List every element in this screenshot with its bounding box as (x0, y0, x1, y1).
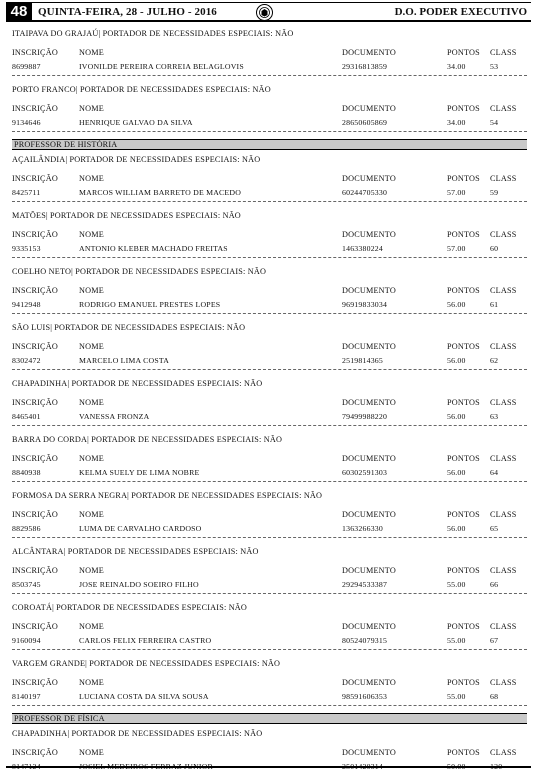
location-title: MATÕES| PORTADOR DE NECESSIDADES ESPECIAIS: NÃO (12, 211, 241, 220)
pontos-value: 56.00 (447, 356, 466, 365)
class-value: 60 (490, 244, 499, 253)
column-header-row (12, 230, 527, 241)
col-nome: NOME (79, 230, 104, 239)
inscricao-value: 8140197 (12, 692, 41, 701)
candidate-entry (12, 489, 527, 545)
col-pontos: PONTOS (447, 566, 480, 575)
documento-value: 29294533387 (342, 580, 388, 589)
documento-value: 60244705330 (342, 188, 388, 197)
column-header-row (12, 622, 527, 633)
nome-value: MARCOS WILLIAM BARRETO DE MACEDO (79, 188, 242, 197)
documento-value: 96919833034 (342, 300, 388, 309)
nome-value: HENRIQUE GALVAO DA SILVA (79, 118, 193, 127)
nome-value: VANESSA FRONZA (79, 412, 150, 421)
col-documento: DOCUMENTO (342, 174, 396, 183)
col-pontos: PONTOS (447, 748, 480, 757)
inscricao-value: 9335153 (12, 244, 41, 253)
col-pontos: PONTOS (447, 622, 480, 631)
page-header (6, 2, 531, 22)
table-row (12, 468, 527, 479)
col-pontos: PONTOS (447, 454, 480, 463)
col-inscricao: INSCRIÇÃO (12, 48, 58, 57)
class-value: 120 (490, 762, 503, 771)
nome-value: MARCELO LIMA COSTA (79, 356, 170, 365)
col-pontos: PONTOS (447, 286, 480, 295)
pontos-value: 55.00 (447, 692, 466, 701)
dashed-divider (12, 75, 527, 76)
nome-value: KELMA SUELY DE LIMA NOBRE (79, 468, 200, 477)
col-inscricao: INSCRIÇÃO (12, 566, 58, 575)
location-title: SÃO LUIS| PORTADOR DE NECESSIDADES ESPECIAIS: NÃO (12, 323, 246, 332)
col-inscricao: INSCRIÇÃO (12, 398, 58, 407)
column-header-row (12, 748, 527, 759)
inscricao-value: 8829586 (12, 524, 41, 533)
col-nome: NOME (79, 286, 104, 295)
col-pontos: PONTOS (447, 48, 480, 57)
documento-value: 2501420314 (342, 762, 383, 771)
col-documento: DOCUMENTO (342, 510, 396, 519)
pontos-value: 56.00 (447, 300, 466, 309)
col-documento: DOCUMENTO (342, 566, 396, 575)
location-title: COROATÁ| PORTADOR DE NECESSIDADES ESPECIAIS: NÃO (12, 603, 248, 612)
dashed-divider (12, 131, 527, 132)
pontos-value: 34.00 (447, 62, 466, 71)
col-class: CLASS (490, 566, 517, 575)
col-pontos: PONTOS (447, 510, 480, 519)
documento-value: 60302591303 (342, 468, 388, 477)
col-nome: NOME (79, 748, 104, 757)
col-nome: NOME (79, 510, 104, 519)
inscricao-value: 8503745 (12, 580, 41, 589)
column-header-row (12, 510, 527, 521)
col-inscricao: INSCRIÇÃO (12, 230, 58, 239)
col-inscricao: INSCRIÇÃO (12, 286, 58, 295)
inscricao-value: 9134646 (12, 118, 41, 127)
col-documento: DOCUMENTO (342, 622, 396, 631)
col-nome: NOME (79, 174, 104, 183)
pontos-value: 57.00 (447, 188, 466, 197)
location-title: BARRA DO CORDA| PORTADOR DE NECESSIDADES ESPECIAIS: NÃO (12, 435, 283, 444)
location-title: FORMOSA DA SERRA NEGRA| PORTADOR DE NECESSIDADES ESPECIAIS: NÃO (12, 491, 323, 500)
page-number: 48 (6, 3, 32, 21)
issue-date: QUINTA-FEIRA, 28 - JULHO - 2016 (38, 5, 217, 18)
col-inscricao: INSCRIÇÃO (12, 454, 58, 463)
class-value: 54 (490, 118, 499, 127)
pontos-value: 55.00 (447, 636, 466, 645)
col-inscricao: INSCRIÇÃO (12, 510, 58, 519)
col-class: CLASS (490, 230, 517, 239)
col-inscricao: INSCRIÇÃO (12, 104, 58, 113)
location-title: CHAPADINHA| PORTADOR DE NECESSIDADES ESPECIAIS: NÃO (12, 379, 263, 388)
table-row (12, 244, 527, 255)
col-pontos: PONTOS (447, 342, 480, 351)
table-row (12, 692, 527, 703)
section-heading: PROFESSOR DE HISTÓRIA (12, 139, 527, 150)
nome-value: IVONILDE PEREIRA CORREIA BELAGLOVIS (79, 62, 244, 71)
inscricao-value: 9160094 (12, 636, 41, 645)
dashed-divider (12, 369, 527, 370)
dashed-divider (12, 593, 527, 594)
candidate-entry (12, 265, 527, 321)
location-title: VARGEM GRANDE| PORTADOR DE NECESSIDADES ESPECIAIS: NÃO (12, 659, 281, 668)
nome-value: RODRIGO EMANUEL PRESTES LOPES (79, 300, 221, 309)
col-inscricao: INSCRIÇÃO (12, 678, 58, 687)
col-nome: NOME (79, 342, 104, 351)
documento-value: 1463380224 (342, 244, 383, 253)
table-row (12, 118, 527, 129)
nome-value: LUCIANA COSTA DA SILVA SOUSA (79, 692, 209, 701)
inscricao-value: 8147124 (12, 762, 41, 771)
documento-value: 1363266330 (342, 524, 383, 533)
col-nome: NOME (79, 454, 104, 463)
table-row (12, 412, 527, 423)
location-title: CHAPADINHA| PORTADOR DE NECESSIDADES ESPECIAIS: NÃO (12, 729, 263, 738)
table-row (12, 524, 527, 535)
col-nome: NOME (79, 566, 104, 575)
col-class: CLASS (490, 748, 517, 757)
column-header-row (12, 566, 527, 577)
dashed-divider (12, 537, 527, 538)
class-value: 66 (490, 580, 499, 589)
col-nome: NOME (79, 678, 104, 687)
candidate-entry (12, 433, 527, 489)
table-row (12, 300, 527, 311)
col-class: CLASS (490, 174, 517, 183)
col-pontos: PONTOS (447, 678, 480, 687)
pontos-value: 34.00 (447, 118, 466, 127)
candidate-entry (12, 377, 527, 433)
nome-value: JOSE REINALDO SOEIRO FILHO (79, 580, 199, 589)
inscricao-value: 8840938 (12, 468, 41, 477)
col-pontos: PONTOS (447, 398, 480, 407)
col-inscricao: INSCRIÇÃO (12, 748, 58, 757)
candidate-entry (12, 153, 527, 209)
col-documento: DOCUMENTO (342, 678, 396, 687)
pontos-value: 57.00 (447, 244, 466, 253)
inscricao-value: 8302472 (12, 356, 41, 365)
documento-value: 2519814365 (342, 356, 383, 365)
col-documento: DOCUMENTO (342, 454, 396, 463)
results-list (12, 27, 527, 775)
candidate-entry (12, 83, 527, 139)
documento-value: 80524079315 (342, 636, 388, 645)
class-value: 68 (490, 692, 499, 701)
pontos-value: 50.00 (447, 762, 466, 771)
col-class: CLASS (490, 622, 517, 631)
candidate-entry (12, 545, 527, 601)
footer-rule (6, 766, 531, 768)
location-title: PORTO FRANCO| PORTADOR DE NECESSIDADES ESPECIAIS: NÃO (12, 85, 271, 94)
pontos-value: 56.00 (447, 468, 466, 477)
col-inscricao: INSCRIÇÃO (12, 174, 58, 183)
column-header-row (12, 48, 527, 59)
dashed-divider (12, 313, 527, 314)
col-nome: NOME (79, 622, 104, 631)
dashed-divider (12, 705, 527, 706)
location-title: COELHO NETO| PORTADOR DE NECESSIDADES ESPECIAIS: NÃO (12, 267, 267, 276)
column-header-row (12, 104, 527, 115)
pontos-value: 56.00 (447, 412, 466, 421)
location-title: ITAIPAVA DO GRAJAÚ| PORTADOR DE NECESSIDADES ESPECIAIS: NÃO (12, 29, 294, 38)
documento-value: 98591606353 (342, 692, 388, 701)
dashed-divider (12, 201, 527, 202)
col-inscricao: INSCRIÇÃO (12, 342, 58, 351)
candidate-entry (12, 601, 527, 657)
inscricao-value: 8699887 (12, 62, 41, 71)
class-value: 67 (490, 636, 499, 645)
inscricao-value: 9412948 (12, 300, 41, 309)
col-inscricao: INSCRIÇÃO (12, 622, 58, 631)
candidate-entry (12, 657, 527, 713)
documento-value: 29316813859 (342, 62, 388, 71)
dashed-divider (12, 481, 527, 482)
column-header-row (12, 174, 527, 185)
col-class: CLASS (490, 454, 517, 463)
col-documento: DOCUMENTO (342, 398, 396, 407)
nome-value: LUMA DE CARVALHO CARDOSO (79, 524, 202, 533)
class-value: 61 (490, 300, 499, 309)
col-class: CLASS (490, 678, 517, 687)
col-pontos: PONTOS (447, 230, 480, 239)
col-documento: DOCUMENTO (342, 104, 396, 113)
col-documento: DOCUMENTO (342, 230, 396, 239)
col-nome: NOME (79, 48, 104, 57)
class-value: 63 (490, 412, 499, 421)
table-row (12, 636, 527, 647)
col-nome: NOME (79, 104, 104, 113)
col-class: CLASS (490, 342, 517, 351)
pontos-value: 55.00 (447, 580, 466, 589)
column-header-row (12, 454, 527, 465)
section-heading: PROFESSOR DE FÍSICA (12, 713, 527, 724)
col-class: CLASS (490, 286, 517, 295)
location-title: AÇAILÂNDIA| PORTADOR DE NECESSIDADES ESPECIAIS: NÃO (12, 155, 261, 164)
dashed-divider (12, 649, 527, 650)
col-nome: NOME (79, 398, 104, 407)
table-row (12, 188, 527, 199)
col-class: CLASS (490, 48, 517, 57)
col-pontos: PONTOS (447, 104, 480, 113)
col-pontos: PONTOS (447, 174, 480, 183)
table-row (12, 580, 527, 591)
col-class: CLASS (490, 398, 517, 407)
documento-value: 79499988220 (342, 412, 388, 421)
col-documento: DOCUMENTO (342, 342, 396, 351)
coat-of-arms-icon (256, 4, 273, 21)
column-header-row (12, 342, 527, 353)
class-value: 59 (490, 188, 499, 197)
col-class: CLASS (490, 510, 517, 519)
inscricao-value: 8465401 (12, 412, 41, 421)
pontos-value: 56.00 (447, 524, 466, 533)
class-value: 65 (490, 524, 499, 533)
nome-value: JOSIEL MEDEIROS FERRAZ JUNIOR (79, 762, 213, 771)
class-value: 64 (490, 468, 499, 477)
candidate-entry (12, 321, 527, 377)
nome-value: ANTONIO KLEBER MACHADO FREITAS (79, 244, 228, 253)
inscricao-value: 8425711 (12, 188, 41, 197)
column-header-row (12, 398, 527, 409)
column-header-row (12, 286, 527, 297)
table-row (12, 356, 527, 367)
col-documento: DOCUMENTO (342, 286, 396, 295)
class-value: 53 (490, 62, 499, 71)
documento-value: 28650605869 (342, 118, 388, 127)
col-class: CLASS (490, 104, 517, 113)
class-value: 62 (490, 356, 499, 365)
candidate-entry (12, 209, 527, 265)
candidate-entry (12, 27, 527, 83)
col-documento: DOCUMENTO (342, 748, 396, 757)
location-title: ALCÂNTARA| PORTADOR DE NECESSIDADES ESPECIAIS: NÃO (12, 547, 259, 556)
nome-value: CARLOS FELIX FERREIRA CASTRO (79, 636, 212, 645)
dashed-divider (12, 425, 527, 426)
publication-name: D.O. PODER EXECUTIVO (394, 5, 527, 18)
col-documento: DOCUMENTO (342, 48, 396, 57)
column-header-row (12, 678, 527, 689)
table-row (12, 62, 527, 73)
dashed-divider (12, 257, 527, 258)
